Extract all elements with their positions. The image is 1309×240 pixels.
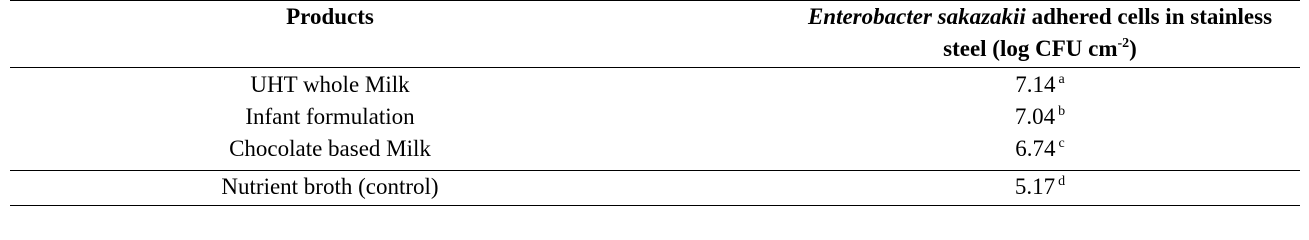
header-unit-exponent: -2: [1117, 36, 1130, 51]
row-3-letter: c: [1058, 136, 1065, 151]
header-products: [10, 4, 650, 30]
row-4-value-cell: [780, 174, 1300, 204]
row-1-letter: a: [1058, 72, 1065, 87]
row-4-product: Nutrient broth (control): [221, 174, 439, 199]
row-1-value: 7.14: [1015, 72, 1056, 97]
row-4-value: 5.17: [1014, 174, 1056, 199]
header-organism: Enterobacter sakazakii: [807, 4, 1026, 29]
row-4-letter: d: [1058, 174, 1066, 189]
header-measure-text: adhered cells in stainless: [1025, 4, 1273, 29]
row-3-product: Chocolate based Milk: [229, 136, 431, 161]
header-unit-text: steel (log CFU cm: [943, 36, 1118, 61]
header-measure-line-2: [780, 36, 1300, 66]
header-rule: [10, 67, 1300, 68]
row-2-letter: b: [1058, 104, 1066, 119]
header-products-label: Products: [286, 4, 374, 29]
row-1-product: UHT whole Milk: [250, 72, 410, 97]
row-3-value: 6.74: [1015, 136, 1056, 161]
row-1-value-cell: [780, 72, 1300, 102]
row-2-value: 7.04: [1014, 104, 1056, 129]
control-rule: [10, 170, 1300, 171]
header-measure-line-1: [780, 4, 1300, 30]
row-3-value-cell: [780, 136, 1300, 166]
row-2-value-cell: [780, 104, 1300, 134]
bottom-rule: [10, 205, 1300, 206]
header-unit-close: ): [1129, 36, 1137, 61]
top-rule: [10, 0, 1300, 1]
row-2-product: Infant formulation: [245, 104, 415, 129]
